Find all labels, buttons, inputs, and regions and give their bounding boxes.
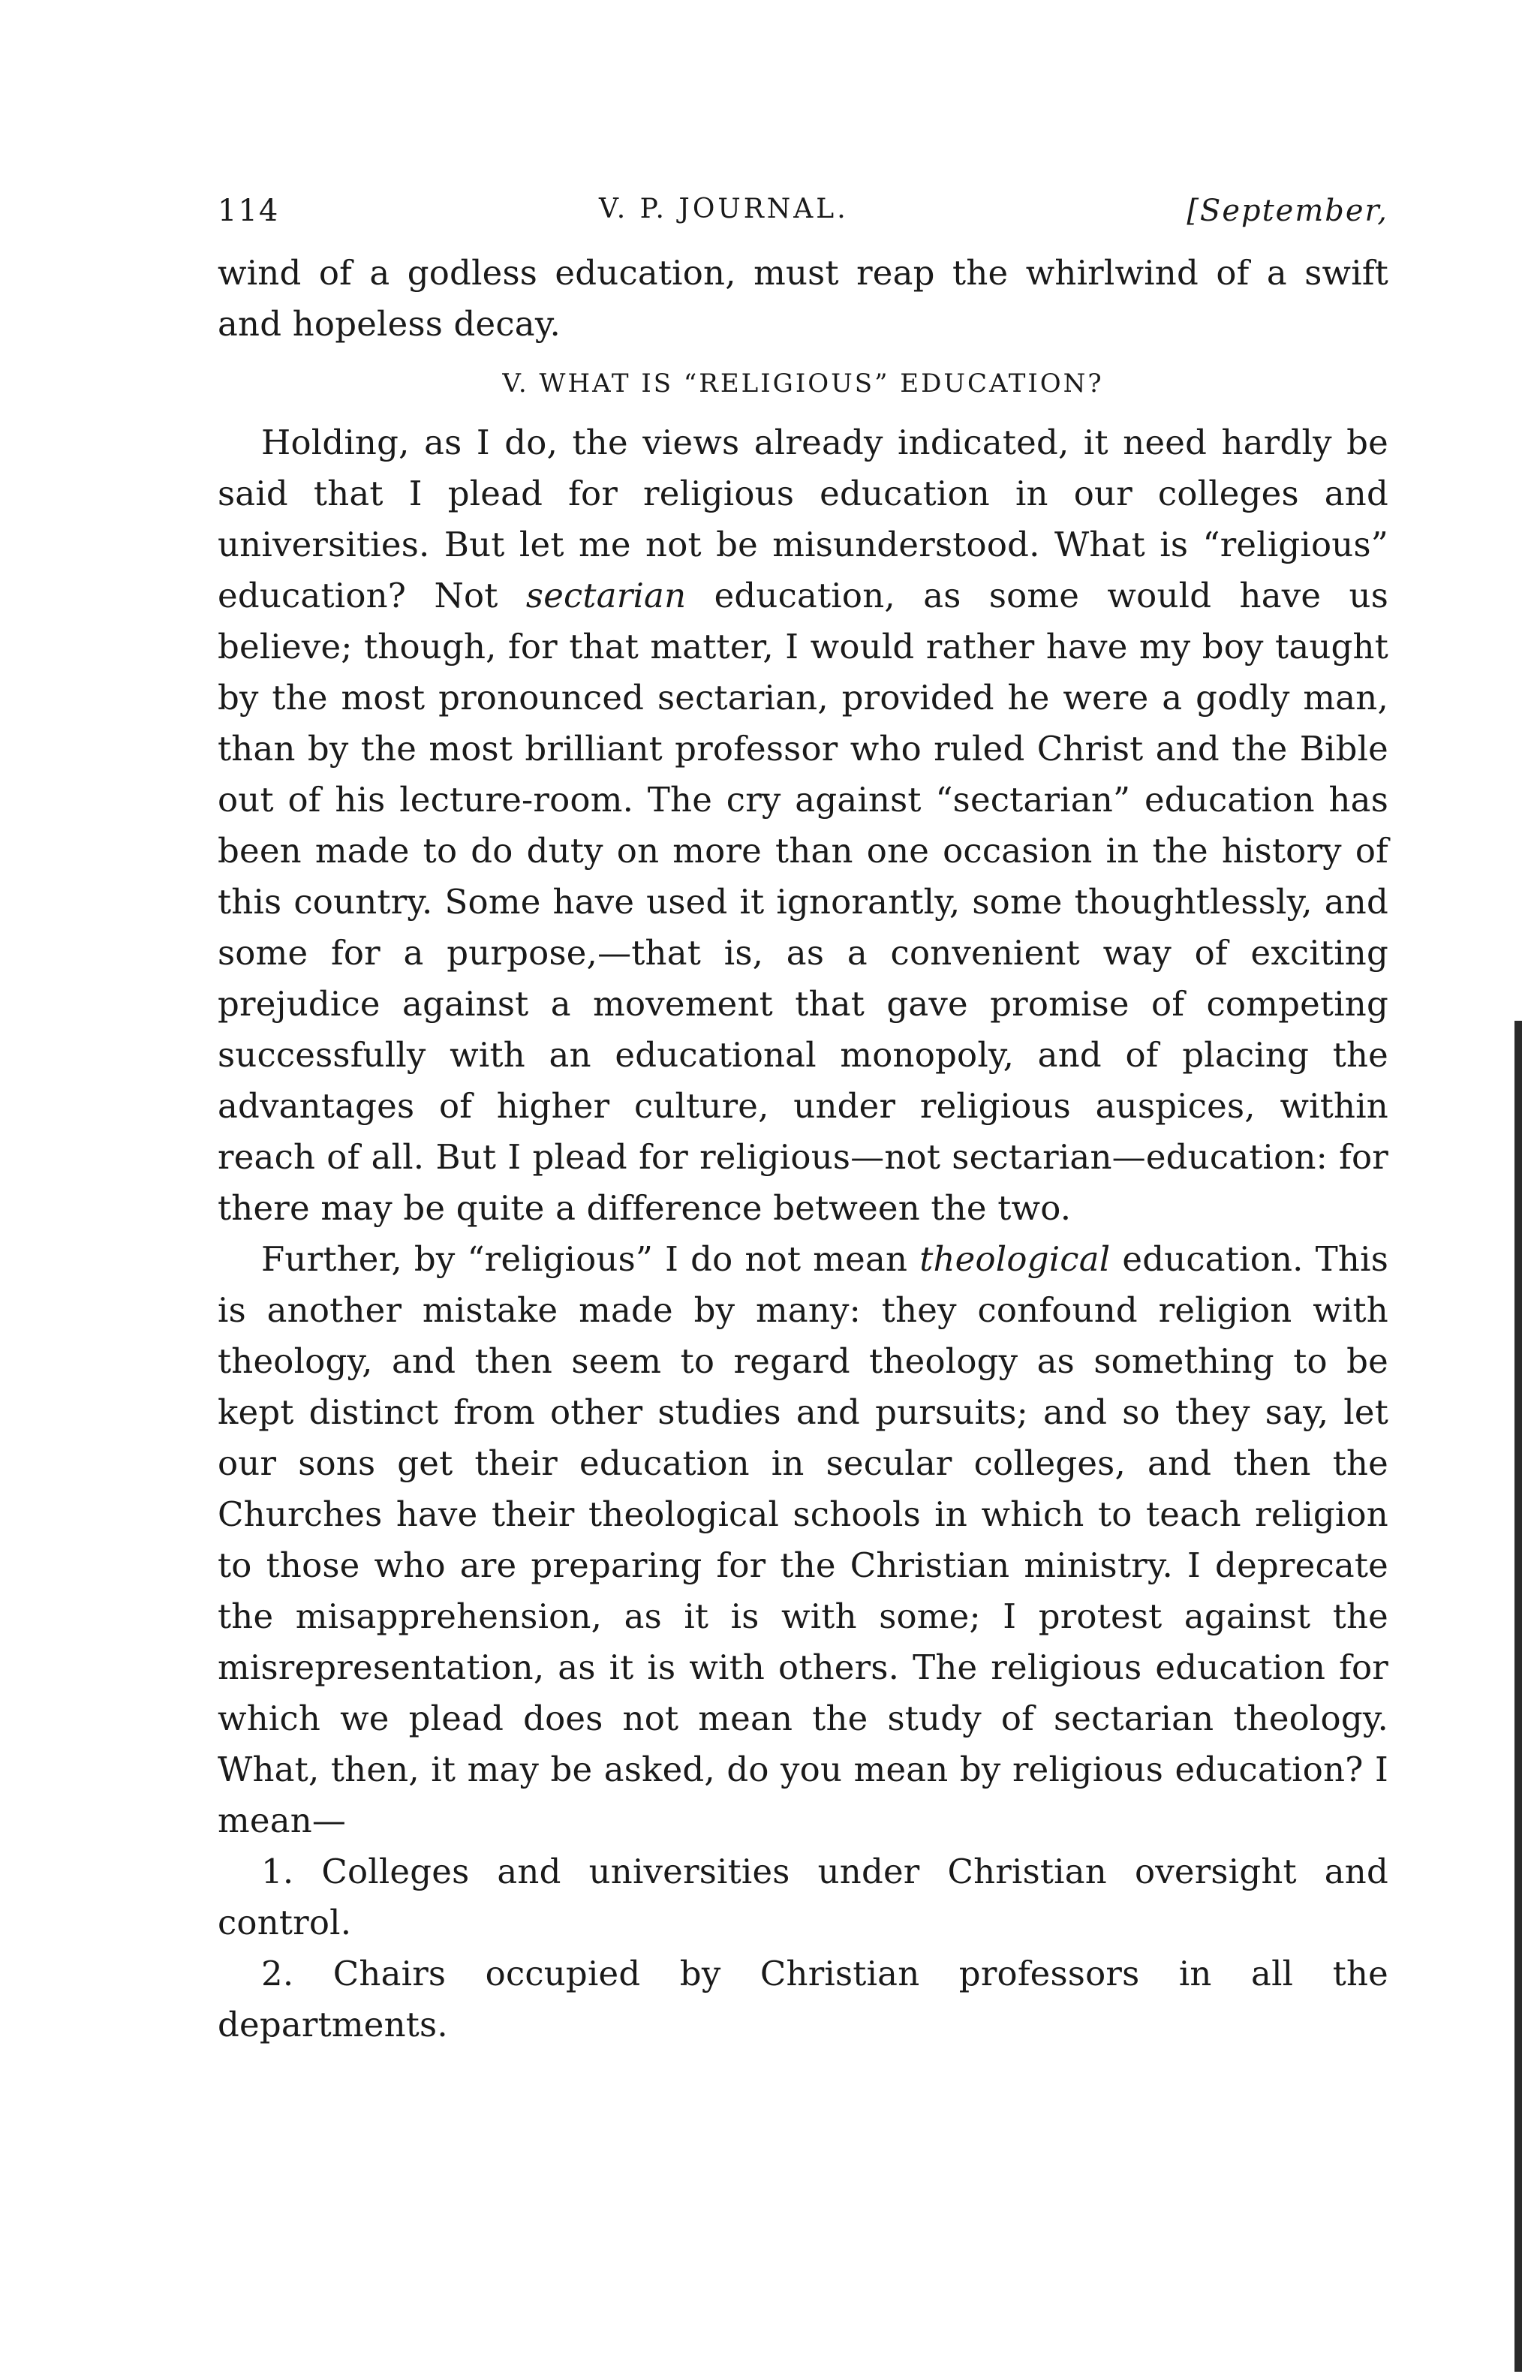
- paragraph-text: Further, by “religious” I do not mean: [261, 1239, 920, 1279]
- italic-term: theological: [919, 1239, 1111, 1279]
- running-header: [218, 194, 1388, 248]
- paragraph-text: education, as some would have us believe; though, for that matter, I would rather have my boy taught by the most pronounced sectarian, provided he were a godly man, than by the most brilliant professor who ruled Christ and the Bible out of his lecture-room. The cry against “sectarian” education has been made to do duty on more than one occasion in the history of this country. Some have used it ignorantly, some thoughtlessly, and some for a purpose,—that is, as a convenient way of exciting prejudice against a movement that gave promise of competing successfully with an educational monopoly, and of placing the advantages of higher culture, under religious auspices, within reach of all. But I plead for religious—not sectarian—education: for there may be quite a difference between the two.: [218, 576, 1388, 1228]
- journal-title: V. P. JOURNAL.: [599, 194, 849, 224]
- header-month: [September,: [1187, 194, 1388, 228]
- paragraph-religious-education: [218, 417, 1388, 1234]
- list-item-2: 2. Chairs occupied by Christian professors in all the departments.: [218, 1954, 1388, 2045]
- italic-term: sectarian: [525, 576, 687, 615]
- opening-paragraph: wind of a godless education, must reap the whirlwind of a swift and hopeless decay.: [218, 253, 1388, 344]
- paragraph-text: Holding, as I do, the views already indicated, it need hardly be said that I plead for religious education in our colleges and universities. But let me not be misunderstood. What is “religious” education? Not: [218, 423, 1388, 615]
- list-item-1: 1. Colleges and universities under Christian oversight and control.: [218, 1852, 1388, 1942]
- page-edge-shadow: [1514, 1021, 1522, 2372]
- book-page: [218, 194, 1388, 2051]
- paragraph-text: education. This is another mistake made by many: they confound religion with theology, and then seem to regard theology as something to be kept distinct from other studies and pursuits; and so they say, let our sons get their education in secular colleges, and then the Churches have their theological schools in which to teach religion to those who are preparing for the Christian ministry. I deprecate the misapprehension, as it is with some; I protest against the misrepresentation, as it is with others. The religious education for which we plead does not mean the study of sectarian theology. What, then, it may be asked, do you mean by religious education? I mean—: [218, 1239, 1388, 1840]
- body-text: [218, 248, 1388, 2051]
- section-heading: V. WHAT IS “RELIGIOUS” EDUCATION?: [502, 369, 1104, 399]
- paragraph-theological: [218, 1234, 1388, 1846]
- page-number: 114: [218, 194, 280, 228]
